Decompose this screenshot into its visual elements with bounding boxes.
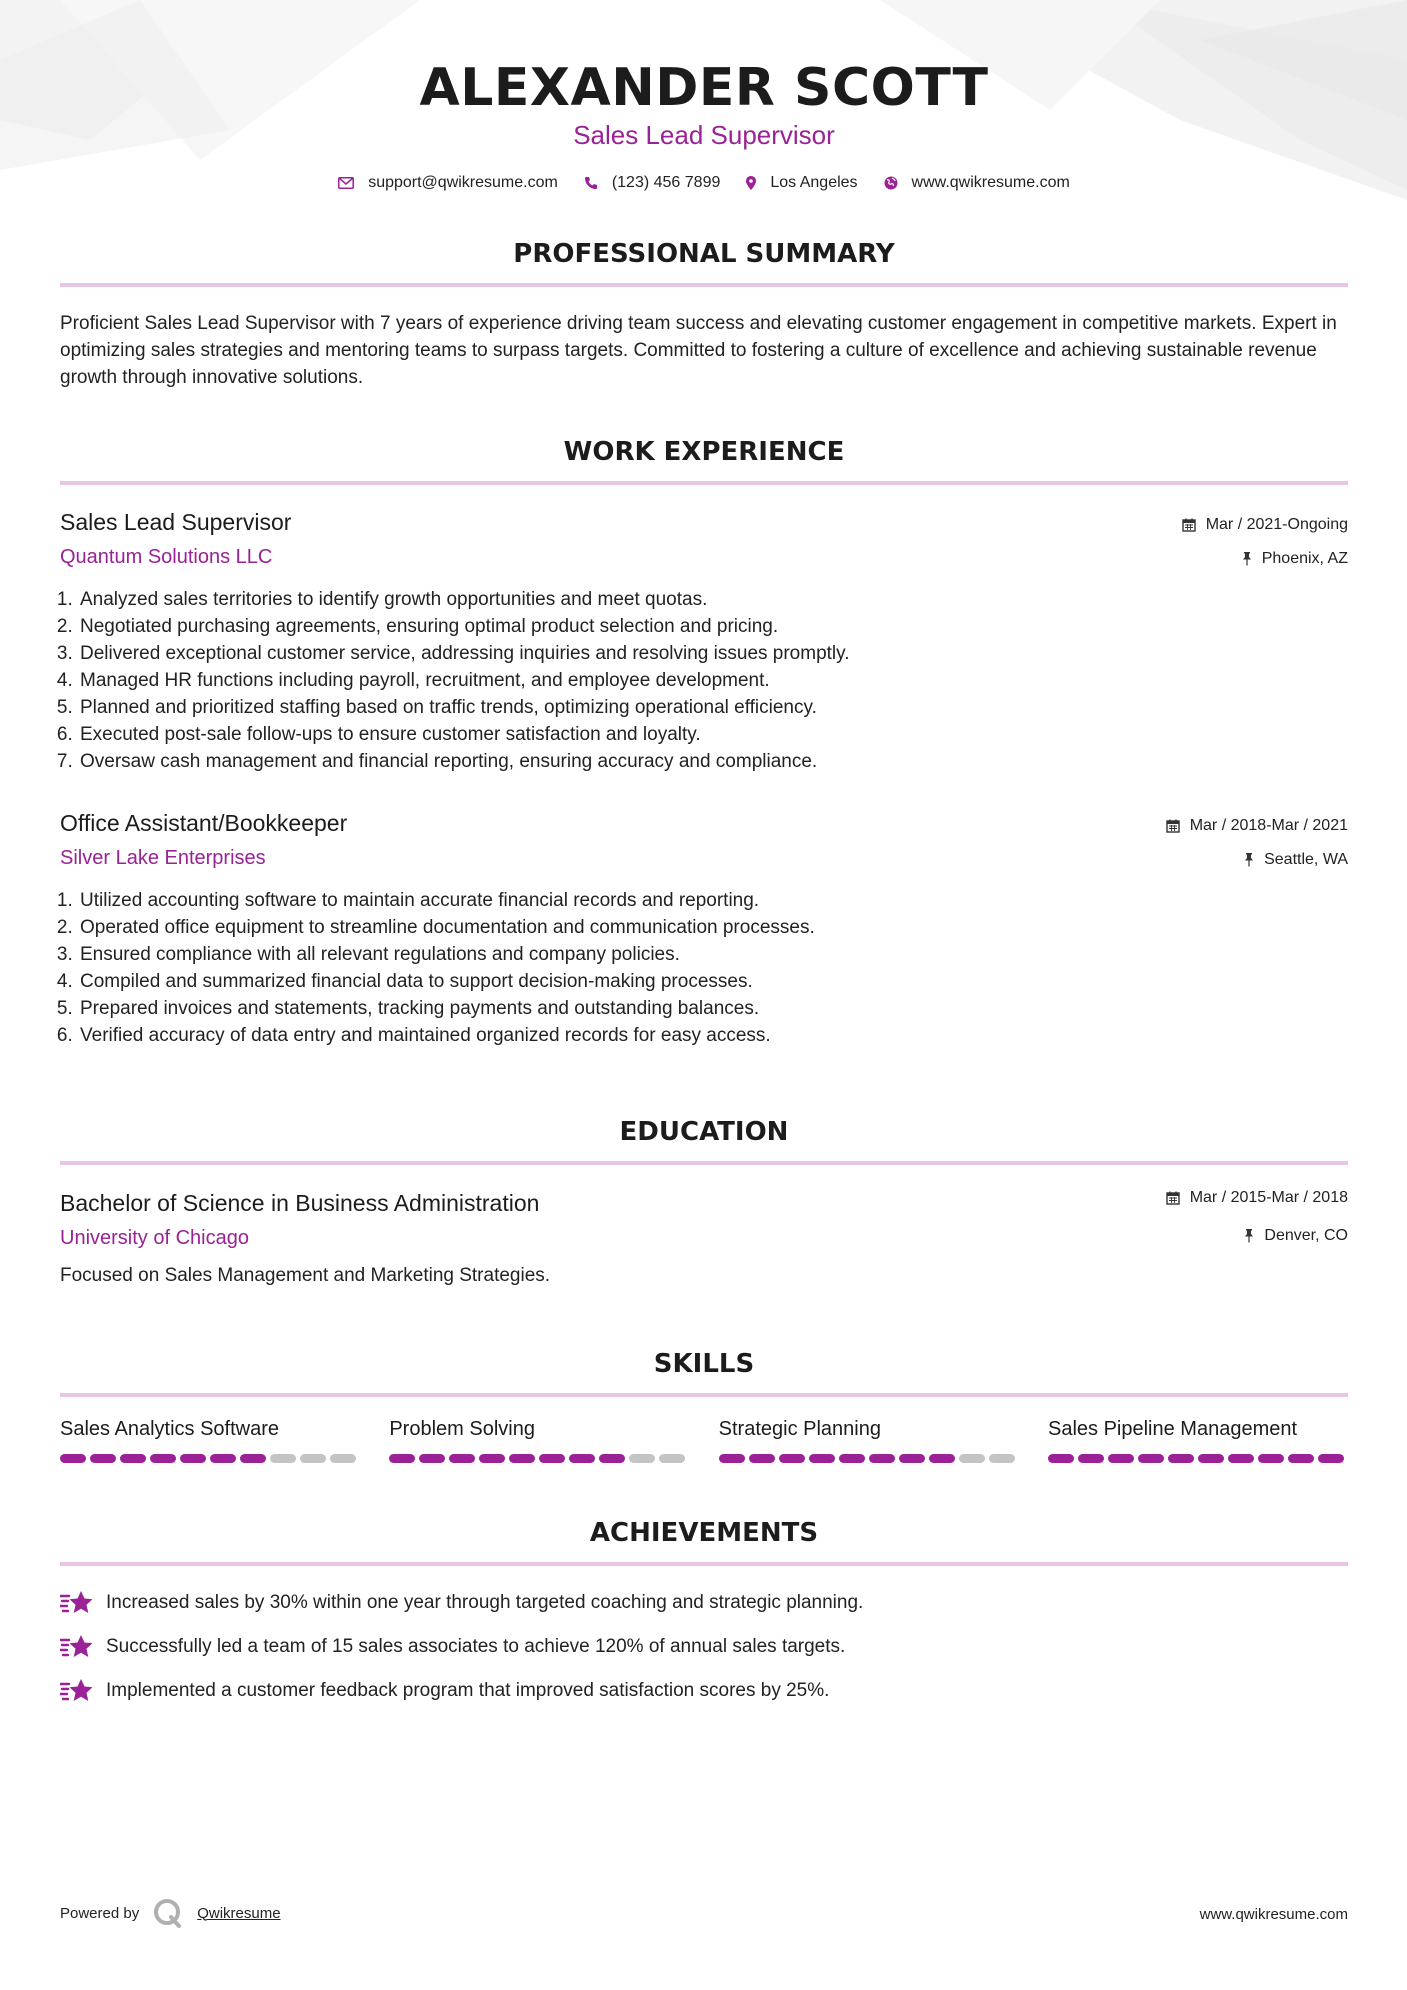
achievement-item — [60, 1678, 829, 1704]
job-dates-text: Mar / 2018-Mar / 2021 — [1189, 817, 1348, 834]
skill-segment-filled — [419, 1454, 445, 1463]
calendar-icon — [1166, 1191, 1180, 1205]
skill-segment-filled — [1228, 1454, 1254, 1463]
section-divider — [60, 1393, 1348, 1397]
achievement-item — [60, 1590, 863, 1616]
globe-icon — [884, 176, 898, 190]
skill-segment-empty — [330, 1454, 356, 1463]
list-item: 7. Oversaw cash management and financial reporting, ensuring accuracy and compliance. — [78, 748, 850, 775]
education-note: Focused on Sales Management and Marketing Strategies. — [60, 1265, 551, 1286]
education-location — [1244, 1227, 1348, 1245]
skill-item — [1048, 1418, 1348, 1463]
phone-icon — [584, 176, 598, 190]
contact-phone[interactable] — [584, 174, 721, 192]
skill-name: Problem Solving — [389, 1418, 535, 1440]
skill-segment-filled — [180, 1454, 206, 1463]
skill-segment-filled — [779, 1454, 805, 1463]
qwikresume-link[interactable]: Qwikresume — [197, 1904, 281, 1922]
skill-item — [719, 1418, 1019, 1463]
list-item: 2. Negotiated purchasing agreements, ensuring optimal product selection and pricing. — [78, 613, 850, 640]
job-title: Office Assistant/Bookkeeper — [60, 810, 348, 836]
contact-email[interactable] — [338, 174, 558, 192]
summary-text: Proficient Sales Lead Supervisor with 7 years of experience driving team success and elevating customer engagement in competitive markets. Expert in optimizing sales strategies and mentoring teams to surpass targets. Committed to fostering a culture of excellence and achieving sustainable revenue growth through innovative solutions. — [60, 313, 1337, 388]
skill-segment-filled — [210, 1454, 236, 1463]
list-item: 1. Utilized accounting software to maintain accurate financial records and reporting. — [78, 887, 815, 914]
map-pin-icon — [746, 176, 756, 190]
job-location-text: Phoenix, AZ — [1261, 550, 1348, 567]
job-location — [1242, 550, 1348, 568]
list-item: 2. Operated office equipment to streamline documentation and communication processes. — [78, 914, 815, 941]
shooting-star-icon — [60, 1678, 94, 1704]
section-heading-skills: SKILLS — [653, 1349, 755, 1379]
pushpin-icon — [1242, 552, 1252, 566]
skill-level-bar — [60, 1454, 360, 1463]
list-item: 3. Ensured compliance with all relevant regulations and company policies. — [78, 941, 815, 968]
calendar-icon — [1166, 819, 1180, 833]
achievement-text: Implemented a customer feedback program that improved satisfaction scores by 25%. — [106, 1680, 830, 1701]
contact-website[interactable] — [884, 174, 1070, 192]
job-duties-list — [60, 887, 815, 1049]
section-heading-achievements: ACHIEVEMENTS — [589, 1518, 819, 1548]
skill-level-bar — [719, 1454, 1019, 1463]
skill-segment-empty — [300, 1454, 326, 1463]
contact-website-text: www.qwikresume.com — [911, 174, 1070, 191]
skill-segment-filled — [1108, 1454, 1134, 1463]
skill-segment-filled — [1138, 1454, 1164, 1463]
skill-segment-empty — [989, 1454, 1015, 1463]
skill-name: Sales Analytics Software — [60, 1418, 279, 1440]
skill-segment-filled — [120, 1454, 146, 1463]
qwikresume-logo-icon — [153, 1898, 183, 1928]
company-name: Quantum Solutions LLC — [60, 546, 273, 568]
skill-name: Sales Pipeline Management — [1047, 1418, 1298, 1440]
skill-segment-filled — [719, 1454, 745, 1463]
job-dates — [1182, 516, 1348, 534]
achievement-item — [60, 1634, 845, 1660]
section-heading-summary: PROFESSIONAL SUMMARY — [513, 239, 895, 269]
candidate-title: Sales Lead Supervisor — [573, 120, 835, 150]
job-location-text: Seattle, WA — [1264, 851, 1348, 868]
footer-website[interactable]: www.qwikresume.com — [1199, 1906, 1348, 1923]
education-dates — [1166, 1189, 1348, 1207]
list-item: 1. Analyzed sales territories to identify growth opportunities and meet quotas. — [78, 586, 850, 613]
list-item: 3. Delivered exceptional customer service, addressing inquiries and resolving issues promptly. — [78, 640, 850, 667]
job-dates — [1166, 817, 1348, 835]
skill-item — [389, 1418, 689, 1463]
degree-title: Bachelor of Science in Business Administration — [60, 1190, 540, 1216]
skill-segment-filled — [929, 1454, 955, 1463]
pushpin-icon — [1244, 853, 1254, 867]
skill-segment-filled — [389, 1454, 415, 1463]
powered-by-label: Powered by — [60, 1904, 140, 1922]
contact-bar — [60, 174, 1348, 192]
skill-item — [60, 1418, 360, 1463]
skill-segment-filled — [1258, 1454, 1284, 1463]
skill-segment-filled — [240, 1454, 266, 1463]
achievement-text: Successfully led a team of 15 sales associates to achieve 120% of annual sales targets. — [106, 1636, 846, 1657]
shooting-star-icon — [60, 1590, 94, 1616]
skill-segment-filled — [749, 1454, 775, 1463]
education-dates-text: Mar / 2015-Mar / 2018 — [1189, 1189, 1348, 1206]
skill-level-bar — [389, 1454, 689, 1463]
section-divider — [60, 481, 1348, 485]
skill-segment-filled — [839, 1454, 865, 1463]
skill-segment-filled — [599, 1454, 625, 1463]
skill-segment-filled — [150, 1454, 176, 1463]
envelope-icon — [338, 177, 354, 189]
list-item: 6. Executed post-sale follow-ups to ensure customer satisfaction and loyalty. — [78, 721, 850, 748]
skill-segment-filled — [479, 1454, 505, 1463]
skill-segment-filled — [1048, 1454, 1074, 1463]
skill-segment-empty — [270, 1454, 296, 1463]
pushpin-icon — [1244, 1229, 1254, 1243]
list-item: 4. Compiled and summarized financial data to support decision-making processes. — [78, 968, 815, 995]
list-item: 5. Planned and prioritized staffing based on traffic trends, optimizing operational efficiency. — [78, 694, 850, 721]
skill-segment-filled — [60, 1454, 86, 1463]
skill-segment-empty — [659, 1454, 685, 1463]
skill-segment-filled — [449, 1454, 475, 1463]
contact-email-text: support@qwikresume.com — [368, 174, 558, 191]
education-location-text: Denver, CO — [1264, 1227, 1348, 1244]
job-dates-text: Mar / 2021-Ongoing — [1205, 516, 1348, 533]
list-item: 6. Verified accuracy of data entry and maintained organized records for easy access. — [78, 1022, 815, 1049]
skill-segment-filled — [539, 1454, 565, 1463]
skill-segment-filled — [1318, 1454, 1344, 1463]
section-heading-experience: WORK EXPERIENCE — [563, 437, 845, 467]
skill-segment-filled — [1288, 1454, 1314, 1463]
skill-segment-filled — [899, 1454, 925, 1463]
list-item: 4. Managed HR functions including payroll, recruitment, and employee development. — [78, 667, 850, 694]
school-name: University of Chicago — [60, 1227, 249, 1249]
skill-segment-empty — [959, 1454, 985, 1463]
candidate-name: ALEXANDER SCOTT — [419, 58, 989, 118]
job-duties-list — [60, 586, 850, 775]
skill-segment-filled — [569, 1454, 595, 1463]
calendar-icon — [1182, 518, 1196, 532]
contact-location — [746, 174, 857, 192]
achievement-text: Increased sales by 30% within one year through targeted coaching and strategic planning. — [106, 1592, 864, 1613]
skill-segment-filled — [1168, 1454, 1194, 1463]
skill-segment-filled — [509, 1454, 535, 1463]
skill-segment-filled — [869, 1454, 895, 1463]
section-divider — [60, 1161, 1348, 1165]
skill-segment-filled — [1078, 1454, 1104, 1463]
skill-level-bar — [1048, 1454, 1348, 1463]
section-divider — [60, 283, 1348, 287]
skill-segment-filled — [1198, 1454, 1224, 1463]
skill-segment-filled — [809, 1454, 835, 1463]
skill-name: Strategic Planning — [718, 1418, 881, 1440]
skills-list — [60, 1418, 1348, 1463]
list-item: 5. Prepared invoices and statements, tracking payments and outstanding balances. — [78, 995, 815, 1022]
contact-phone-text: (123) 456 7899 — [611, 174, 721, 191]
job-location — [1244, 851, 1348, 869]
section-heading-education: EDUCATION — [619, 1117, 789, 1147]
company-name: Silver Lake Enterprises — [60, 847, 266, 869]
footer-powered-by — [60, 1898, 281, 1928]
section-divider — [60, 1562, 1348, 1566]
shooting-star-icon — [60, 1634, 94, 1660]
contact-location-text: Los Angeles — [770, 174, 858, 191]
job-title: Sales Lead Supervisor — [60, 509, 292, 535]
skill-segment-empty — [629, 1454, 655, 1463]
skill-segment-filled — [90, 1454, 116, 1463]
